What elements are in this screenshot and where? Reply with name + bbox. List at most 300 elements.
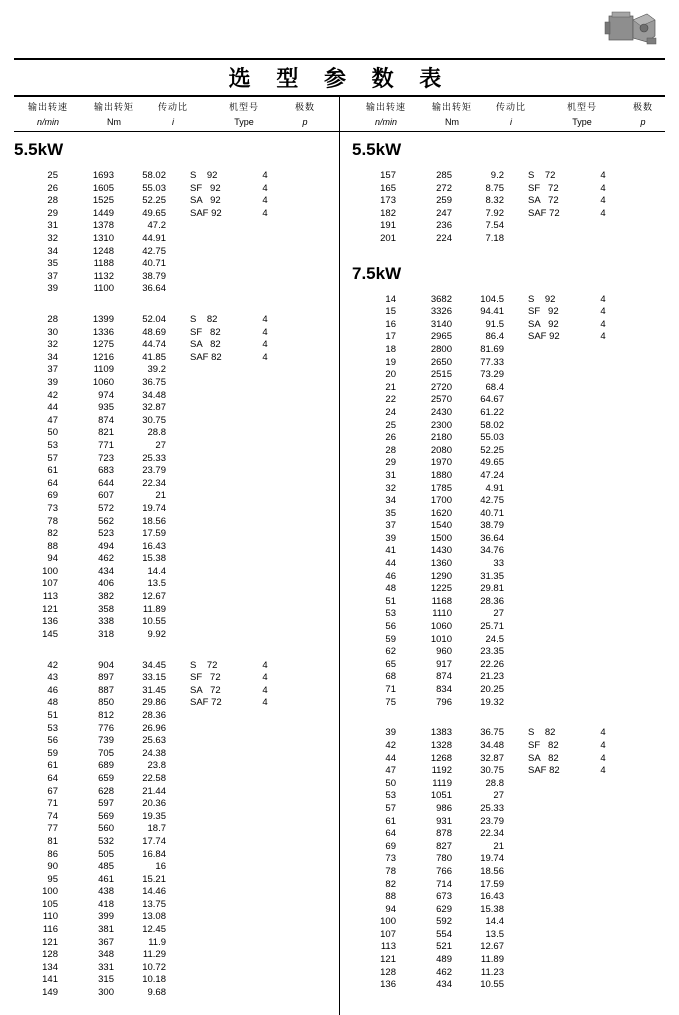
cell-output-speed: 136 <box>380 979 396 991</box>
table-row <box>14 924 278 937</box>
cell-ratio: 21.44 <box>142 785 166 797</box>
cell-type: S 72 <box>528 170 556 181</box>
cell-type: SAF 82 <box>528 765 560 777</box>
table-row <box>14 553 278 566</box>
cell-output-speed: 81 <box>47 835 58 847</box>
table-row <box>352 866 616 879</box>
table-row <box>352 470 616 483</box>
table-row <box>352 545 616 558</box>
cell-ratio: 32.87 <box>142 402 166 414</box>
cell-ratio: 44.74 <box>142 339 166 351</box>
table-row <box>14 987 278 1000</box>
table-row <box>352 803 616 816</box>
cell-output-speed: 32 <box>385 482 396 494</box>
cell-output-torque: 597 <box>98 798 114 810</box>
table-row <box>352 583 616 596</box>
cell-ratio: 13.08 <box>142 911 166 923</box>
cell-output-torque: 1188 <box>93 258 114 270</box>
cell-ratio: 20.25 <box>480 684 504 695</box>
cell-ratio: 36.75 <box>142 376 166 388</box>
cell-ratio: 28.8 <box>147 427 166 439</box>
cell-output-torque: 358 <box>98 603 114 615</box>
cell-ratio: 7.92 <box>485 207 504 219</box>
cell-poles: 4 <box>262 659 268 671</box>
cell-output-torque: 406 <box>98 578 114 590</box>
cell-output-speed: 26 <box>47 182 58 194</box>
cell-poles: 4 <box>600 752 606 764</box>
cell-poles: 4 <box>262 326 268 338</box>
table-row <box>352 904 616 917</box>
table-row <box>352 533 616 546</box>
cell-output-speed: 136 <box>42 616 58 628</box>
cell-output-torque: 628 <box>98 785 114 797</box>
cell-ratio: 29.86 <box>142 697 166 709</box>
cell-poles: 4 <box>600 739 606 751</box>
cell-output-torque: 1060 <box>430 621 452 633</box>
cell-ratio: 27 <box>493 608 504 620</box>
cell-output-speed: 61 <box>385 815 396 827</box>
cell-output-torque: 2180 <box>430 432 452 444</box>
table-row <box>14 591 278 604</box>
table-row <box>352 394 616 407</box>
cell-output-torque: 1290 <box>430 570 452 582</box>
table-row <box>14 811 278 824</box>
cell-output-torque: 434 <box>436 979 452 991</box>
cell-output-speed: 29 <box>47 207 58 219</box>
cell-output-speed: 64 <box>47 477 58 489</box>
cell-output-torque: 705 <box>98 747 114 759</box>
cell-output-torque: 2800 <box>430 343 452 355</box>
cell-ratio: 25.33 <box>142 452 166 464</box>
cell-ratio: 47.24 <box>480 469 504 481</box>
table-row <box>14 170 278 183</box>
table-row <box>14 823 278 836</box>
cell-poles: 4 <box>262 207 268 219</box>
cell-output-torque: 974 <box>98 389 114 401</box>
cell-output-speed: 113 <box>380 941 396 953</box>
cell-ratio: 10.72 <box>142 961 166 973</box>
cell-output-torque: 348 <box>98 949 114 961</box>
table-row <box>352 306 616 319</box>
cell-ratio: 7.54 <box>485 220 504 232</box>
cell-poles: 4 <box>262 195 268 207</box>
table-row <box>14 949 278 962</box>
cell-output-speed: 149 <box>42 987 58 999</box>
cell-ratio: 41.85 <box>142 351 166 363</box>
table-row <box>14 327 278 340</box>
table-row <box>14 339 278 352</box>
cell-output-speed: 28 <box>47 195 58 207</box>
cell-output-speed: 191 <box>380 220 396 232</box>
table-row <box>14 748 278 761</box>
cell-ratio: 27 <box>155 439 166 451</box>
cell-poles: 4 <box>262 672 268 684</box>
cell-output-speed: 42 <box>47 659 58 671</box>
table-row <box>352 445 616 458</box>
cell-ratio: 15.38 <box>480 903 504 915</box>
table-row <box>352 954 616 967</box>
cell-output-torque: 1605 <box>92 182 114 194</box>
cell-output-torque: 1216 <box>92 351 114 363</box>
cell-output-speed: 59 <box>385 633 396 645</box>
cell-poles: 4 <box>262 351 268 363</box>
cell-ratio: 38.79 <box>480 520 504 532</box>
table-row <box>352 634 616 647</box>
cell-ratio: 32.87 <box>480 752 504 764</box>
cell-type: S 92 <box>528 293 556 305</box>
cell-output-torque: 331 <box>98 961 114 973</box>
cell-output-speed: 37 <box>47 270 58 282</box>
cell-output-torque: 1449 <box>92 207 114 219</box>
cell-output-torque: 3682 <box>430 293 452 305</box>
cell-output-speed: 42 <box>47 389 58 401</box>
cell-poles: 4 <box>600 331 606 343</box>
table-row <box>14 246 278 259</box>
cell-output-speed: 56 <box>385 621 396 633</box>
cell-ratio: 17.59 <box>480 878 504 890</box>
cell-type: SA 82 <box>190 339 221 351</box>
cell-ratio: 17.59 <box>142 528 166 540</box>
cell-output-speed: 39 <box>385 532 396 544</box>
table-row <box>14 616 278 629</box>
cell-output-torque: 382 <box>98 591 114 603</box>
table-row <box>14 183 278 196</box>
cell-output-torque: 3140 <box>430 318 452 330</box>
cell-output-torque: 1100 <box>93 283 114 295</box>
cell-output-speed: 15 <box>385 306 396 318</box>
table-row <box>14 911 278 924</box>
cell-type: SA 72 <box>528 195 559 207</box>
table-row <box>14 886 278 899</box>
cell-output-torque: 821 <box>98 427 114 439</box>
cell-output-torque: 673 <box>436 891 452 903</box>
cell-ratio: 34.48 <box>142 389 166 401</box>
table-row <box>14 723 278 736</box>
cell-output-torque: 874 <box>98 414 114 426</box>
cell-poles: 4 <box>600 195 606 207</box>
table-row <box>14 773 278 786</box>
table-row <box>14 516 278 529</box>
cell-output-speed: 113 <box>42 591 58 603</box>
cell-output-speed: 31 <box>47 220 58 232</box>
table-row <box>14 685 278 698</box>
cell-poles: 4 <box>600 727 606 739</box>
cell-output-speed: 39 <box>47 283 58 295</box>
cell-output-speed: 173 <box>380 195 396 207</box>
table-row <box>14 352 278 365</box>
table-row <box>352 879 616 892</box>
table-row <box>352 916 616 929</box>
cell-poles: 4 <box>600 182 606 194</box>
cell-output-speed: 56 <box>47 735 58 747</box>
cell-output-speed: 50 <box>385 777 396 789</box>
cell-ratio: 14.4 <box>147 565 166 577</box>
cell-output-torque: 850 <box>98 697 114 709</box>
cell-output-speed: 37 <box>47 364 58 376</box>
cell-output-speed: 90 <box>47 861 58 873</box>
cell-output-torque: 935 <box>98 402 114 414</box>
cell-output-speed: 46 <box>47 684 58 696</box>
cell-poles: 4 <box>600 765 606 777</box>
cell-type: SA 72 <box>190 684 221 696</box>
spec-table <box>352 294 616 710</box>
cell-output-speed: 53 <box>385 608 396 620</box>
cell-output-torque: 2650 <box>430 356 452 368</box>
table-row <box>352 331 616 344</box>
title-rule-top <box>14 58 665 60</box>
cell-ratio: 22.58 <box>142 772 166 784</box>
table-row <box>352 778 616 791</box>
cell-output-torque: 607 <box>98 490 114 502</box>
cell-output-speed: 35 <box>47 258 58 270</box>
cell-ratio: 30.75 <box>142 414 166 426</box>
cell-ratio: 24.38 <box>142 747 166 759</box>
cell-output-speed: 16 <box>385 318 396 330</box>
table-row <box>352 432 616 445</box>
cell-output-speed: 34 <box>47 351 58 363</box>
cell-ratio: 11.29 <box>142 949 166 961</box>
cell-output-speed: 121 <box>42 603 58 615</box>
cell-ratio: 28.36 <box>480 595 504 607</box>
cell-output-speed: 94 <box>385 903 396 915</box>
cell-output-torque: 521 <box>436 941 452 953</box>
header-torque-right: 输出转矩 Nm <box>431 103 472 127</box>
cell-ratio: 14.46 <box>142 886 166 898</box>
cell-output-speed: 105 <box>42 898 58 910</box>
cell-output-speed: 19 <box>385 356 396 368</box>
cell-output-speed: 21 <box>385 381 396 393</box>
cell-output-torque: 462 <box>436 966 452 978</box>
cell-output-speed: 75 <box>385 696 396 708</box>
table-row <box>352 420 616 433</box>
power-heading: 5.5kW <box>352 140 402 159</box>
cell-output-speed: 78 <box>385 865 396 877</box>
cell-ratio: 9.2 <box>490 170 504 181</box>
table-row <box>352 967 616 980</box>
table-row <box>14 427 278 440</box>
table-row <box>14 962 278 975</box>
cell-output-speed: 51 <box>47 709 58 721</box>
cell-output-torque: 285 <box>436 170 452 181</box>
cell-output-speed: 78 <box>47 515 58 527</box>
table-row <box>14 283 278 296</box>
cell-output-torque: 3326 <box>430 306 452 318</box>
cell-output-torque: 1109 <box>93 364 114 376</box>
cell-output-torque: 780 <box>436 853 452 865</box>
table-row <box>14 629 278 642</box>
cell-output-speed: 22 <box>385 394 396 406</box>
cell-ratio: 40.71 <box>142 258 166 270</box>
cell-output-torque: 315 <box>98 974 114 986</box>
cell-ratio: 73.29 <box>480 369 504 381</box>
table-row <box>352 659 616 672</box>
table-row <box>14 271 278 284</box>
cell-output-torque: 569 <box>98 810 114 822</box>
cell-ratio: 49.65 <box>142 207 166 219</box>
spec-table <box>14 660 278 1000</box>
cell-ratio: 10.55 <box>480 979 504 991</box>
cell-output-speed: 73 <box>385 853 396 865</box>
cell-output-speed: 35 <box>385 507 396 519</box>
cell-ratio: 52.04 <box>142 314 166 325</box>
cell-output-speed: 64 <box>47 772 58 784</box>
cell-ratio: 47.2 <box>147 220 166 232</box>
cell-output-speed: 110 <box>42 911 58 923</box>
table-row <box>14 735 278 748</box>
cell-poles: 4 <box>600 170 606 181</box>
header-speed-right: 输出转速 n/min <box>365 103 406 127</box>
page-title: 选 型 参 数 表 <box>228 67 451 92</box>
cell-ratio: 23.79 <box>480 815 504 827</box>
cell-output-torque: 438 <box>98 886 114 898</box>
cell-output-torque: 485 <box>98 861 114 873</box>
cell-output-torque: 418 <box>98 898 114 910</box>
cell-output-torque: 1700 <box>430 495 452 507</box>
cell-output-speed: 48 <box>385 583 396 595</box>
cell-output-torque: 434 <box>98 565 114 577</box>
cell-type: SAF 72 <box>528 207 560 219</box>
cell-ratio: 14.4 <box>485 916 504 928</box>
cell-ratio: 10.55 <box>142 616 166 628</box>
cell-type: SF 82 <box>190 326 221 338</box>
cell-ratio: 40.71 <box>480 507 504 519</box>
cell-output-torque: 897 <box>98 672 114 684</box>
table-row <box>352 697 616 710</box>
cell-output-speed: 47 <box>47 414 58 426</box>
cell-output-torque: 338 <box>98 616 114 628</box>
table-row <box>352 195 616 208</box>
cell-type: S 82 <box>528 727 556 739</box>
cell-ratio: 28.36 <box>142 709 166 721</box>
cell-ratio: 4.91 <box>485 482 504 494</box>
cell-ratio: 36.64 <box>480 532 504 544</box>
cell-output-speed: 141 <box>42 974 58 986</box>
cell-output-torque: 1248 <box>92 245 114 257</box>
cell-type: S 72 <box>190 659 218 671</box>
table-row <box>14 899 278 912</box>
cell-ratio: 64.67 <box>480 394 504 406</box>
cell-output-torque: 714 <box>436 878 452 890</box>
cell-type: S 92 <box>190 170 218 181</box>
cell-output-torque: 532 <box>98 835 114 847</box>
cell-ratio: 58.02 <box>142 170 166 181</box>
table-row <box>14 503 278 516</box>
cell-ratio: 48.69 <box>142 326 166 338</box>
cell-output-speed: 50 <box>47 427 58 439</box>
cell-output-torque: 224 <box>436 232 452 244</box>
table-row <box>352 979 616 992</box>
table-row <box>352 753 616 766</box>
cell-ratio: 36.75 <box>480 727 504 739</box>
cell-output-torque: 827 <box>436 840 452 852</box>
table-row <box>352 208 616 221</box>
cell-output-speed: 34 <box>47 245 58 257</box>
table-row <box>352 621 616 634</box>
cell-output-speed: 34 <box>385 495 396 507</box>
cell-output-torque: 739 <box>98 735 114 747</box>
cell-output-torque: 1693 <box>92 170 114 181</box>
cell-output-speed: 65 <box>385 658 396 670</box>
header-ratio-left: 传动比 i <box>157 103 188 127</box>
cell-output-speed: 62 <box>385 646 396 658</box>
cell-ratio: 49.65 <box>480 457 504 469</box>
cell-type: SF 72 <box>190 672 221 684</box>
cell-ratio: 25.71 <box>480 621 504 633</box>
cell-output-speed: 32 <box>47 339 58 351</box>
cell-ratio: 9.92 <box>147 628 166 640</box>
cell-output-speed: 42 <box>385 739 396 751</box>
power-heading: 7.5kW <box>352 263 402 283</box>
table-row <box>14 974 278 987</box>
cell-type: S 82 <box>190 314 218 325</box>
cell-output-torque: 1785 <box>430 482 452 494</box>
table-row <box>14 672 278 685</box>
table-row <box>14 478 278 491</box>
spec-table <box>14 170 278 296</box>
cell-output-torque: 236 <box>436 220 452 232</box>
cell-type: SAF 82 <box>190 351 222 363</box>
table-row <box>14 874 278 887</box>
table-row <box>14 937 278 950</box>
cell-output-speed: 157 <box>380 170 396 181</box>
cell-ratio: 28.8 <box>485 777 504 789</box>
cell-ratio: 27 <box>493 790 504 802</box>
cell-output-torque: 1310 <box>92 232 114 244</box>
table-row <box>14 377 278 390</box>
cell-type: SA 92 <box>528 318 559 330</box>
header-type-left: 机型号 Type <box>228 103 259 127</box>
cell-type: SAF 72 <box>190 697 222 709</box>
table-row <box>14 402 278 415</box>
cell-output-speed: 100 <box>42 886 58 898</box>
cell-ratio: 39.2 <box>147 364 166 376</box>
cell-output-speed: 32 <box>47 232 58 244</box>
cell-output-speed: 74 <box>47 810 58 822</box>
spec-table <box>352 727 616 991</box>
table-row <box>352 646 616 659</box>
cell-output-torque: 931 <box>436 815 452 827</box>
cell-output-torque: 554 <box>436 928 452 940</box>
cell-poles: 4 <box>262 697 268 709</box>
cell-ratio: 11.89 <box>480 954 504 966</box>
cell-output-torque: 878 <box>436 828 452 840</box>
cell-output-torque: 494 <box>98 540 114 552</box>
cell-ratio: 25.33 <box>480 802 504 814</box>
cell-output-speed: 26 <box>385 432 396 444</box>
cell-ratio: 34.45 <box>142 659 166 671</box>
cell-output-torque: 461 <box>98 873 114 885</box>
table-row <box>352 357 616 370</box>
cell-output-speed: 39 <box>47 376 58 388</box>
cell-ratio: 15.38 <box>142 553 166 565</box>
cell-ratio: 19.32 <box>480 696 504 708</box>
cell-output-speed: 68 <box>385 671 396 683</box>
cell-ratio: 31.45 <box>142 684 166 696</box>
cell-output-speed: 69 <box>47 490 58 502</box>
cell-output-speed: 25 <box>385 419 396 431</box>
cell-output-torque: 1970 <box>430 457 452 469</box>
table-row <box>14 465 278 478</box>
cell-output-speed: 107 <box>42 578 58 590</box>
cell-output-torque: 1430 <box>430 545 452 557</box>
table-row <box>352 941 616 954</box>
cell-output-speed: 31 <box>385 469 396 481</box>
cell-output-speed: 48 <box>47 697 58 709</box>
cell-ratio: 30.75 <box>480 765 504 777</box>
cell-ratio: 25.63 <box>142 735 166 747</box>
spec-table <box>352 170 616 246</box>
table-row <box>14 314 278 327</box>
